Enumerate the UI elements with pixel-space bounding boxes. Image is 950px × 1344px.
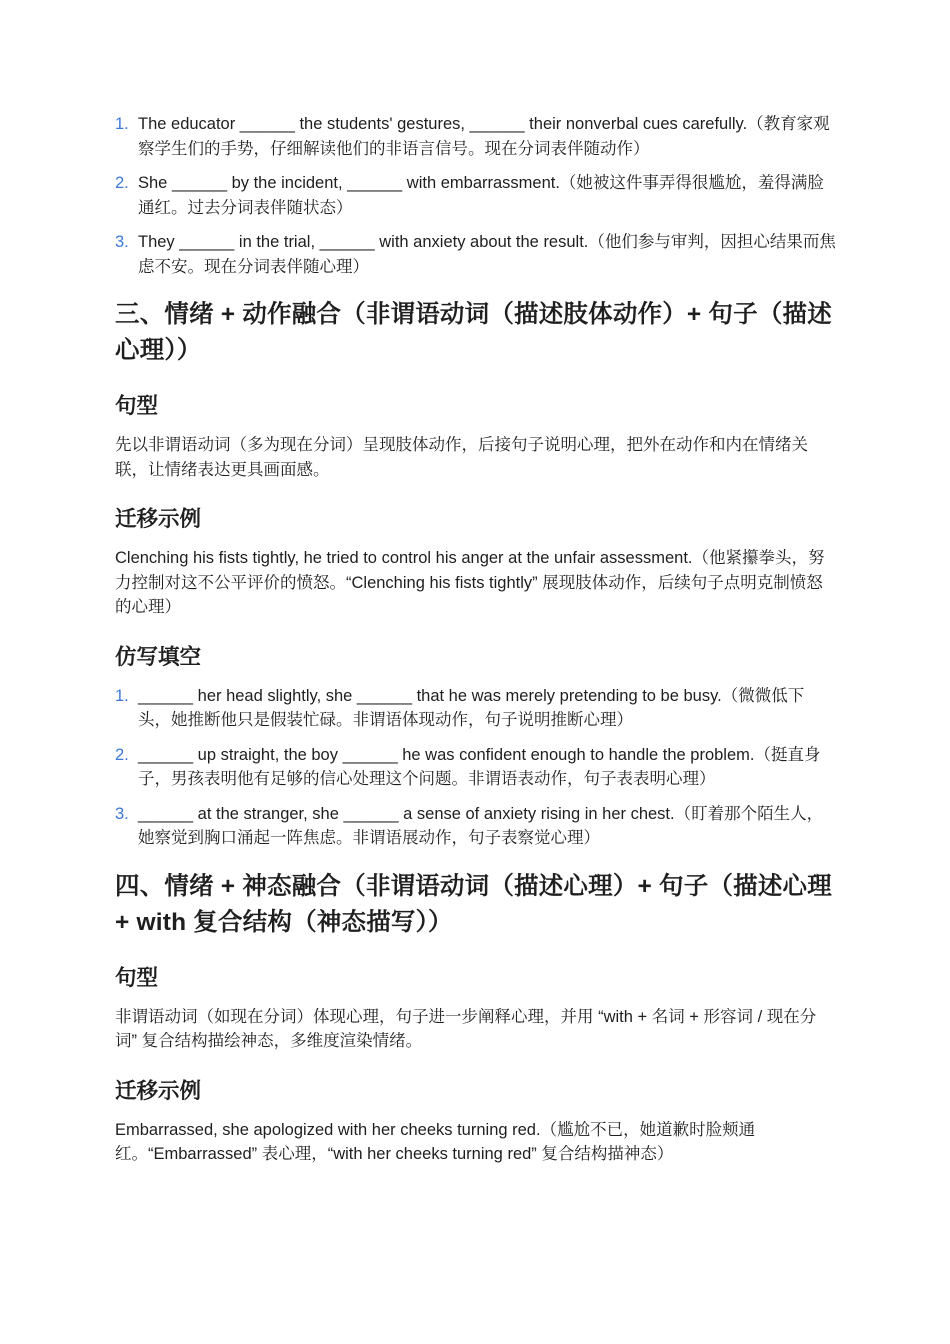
- list-item: [115, 230, 837, 279]
- list-item-text: ______ up straight, the boy ______ he was confident enough to handle the problem.（挺直身子，男孩表明他有足够的信心处理这个问题。非谓语表动作，句子表表明心理）: [138, 745, 821, 788]
- list-item: [115, 743, 837, 792]
- list-number: 3.: [115, 233, 129, 251]
- section-3-pattern-text: 先以非谓语动词（多为现在分词）呈现肢体动作，后接句子说明心理，把外在动作和内在情绪关联，让情绪表达更具画面感。: [115, 436, 808, 479]
- section-4-example-heading: 迁移示例: [115, 1078, 202, 1103]
- list-item: [115, 802, 837, 851]
- section-4-title: 四、情绪 + 神态融合（非谓语动词（描述心理）+ 句子（描述心理 + with 复合结构（神态描写））: [115, 872, 832, 936]
- section-3-example-text: Clenching his fists tightly, he tried to control his anger at the unfair assessment.（他紧攥拳头，努力控制对这不公平评价的愤怒。“Clenching his fists tightly” 展现肢体动作，后续句子点明克制愤怒的心理）: [115, 549, 825, 616]
- section-3-pattern-heading: 句型: [115, 394, 159, 418]
- list-item-text: She ______ by the incident, ______ with embarrassment.（她被这件事弄得很尴尬，羞得满脸通红。过去分词表伴随状态）: [138, 174, 824, 217]
- list-number: 3.: [115, 804, 129, 823]
- list-item: [115, 684, 837, 733]
- section-4-pattern-text: 非谓语动词（如现在分词）体现心理，句子进一步阐释心理，并用 “with + 名词 + 形容词 / 现在分词” 复合结构描绘神态，多维度渲染情绪。: [115, 1007, 817, 1050]
- list-number: 2.: [115, 745, 129, 764]
- list-number: 1.: [115, 686, 129, 705]
- document-page: [115, 112, 837, 1167]
- list-number: 2.: [115, 174, 129, 192]
- section-3-title: 三、情绪 + 动作融合（非谓语动词（描述肢体动作）+ 句子（描述心理））: [115, 301, 832, 364]
- exercise-list-previous: [115, 112, 837, 279]
- section-4-example-text: Embarrassed, she apologized with her cheeks turning red.（尴尬不已，她道歉时脸颊通红。“Embarrassed” 表心理，“with her cheeks turning red” 复合结构描神态）: [115, 1120, 756, 1163]
- section-3-example-heading: 迁移示例: [115, 507, 202, 531]
- list-item: [115, 171, 837, 220]
- list-item-text: ______ her head slightly, she ______ that he was merely pretending to be busy.（微微低下头，她推断他只是假装忙碌。非谓语体现动作，句子说明推断心理）: [138, 686, 805, 729]
- section-4-pattern-heading: 句型: [115, 965, 159, 990]
- list-item-text: They ______ in the trial, ______ with anxiety about the result.（他们参与审判，因担心结果而焦虑不安。现在分词表伴随心理）: [138, 233, 836, 276]
- list-number: 1.: [115, 115, 129, 133]
- section-3-exercise-list: [115, 684, 837, 851]
- list-item-text: The educator ______ the students' gestures, ______ their nonverbal cues carefully.（教育家观察学生们的手势，仔细解读他们的非语言信号。现在分词表伴随动作）: [138, 115, 830, 158]
- section-3-exercise-heading: 仿写填空: [115, 644, 202, 669]
- list-item-text: ______ at the stranger, she ______ a sense of anxiety rising in her chest.（盯着那个陌生人，她察觉到胸口涌起一阵焦虑。非谓语展动作，句子表察觉心理）: [138, 804, 824, 847]
- list-item: [115, 112, 837, 161]
